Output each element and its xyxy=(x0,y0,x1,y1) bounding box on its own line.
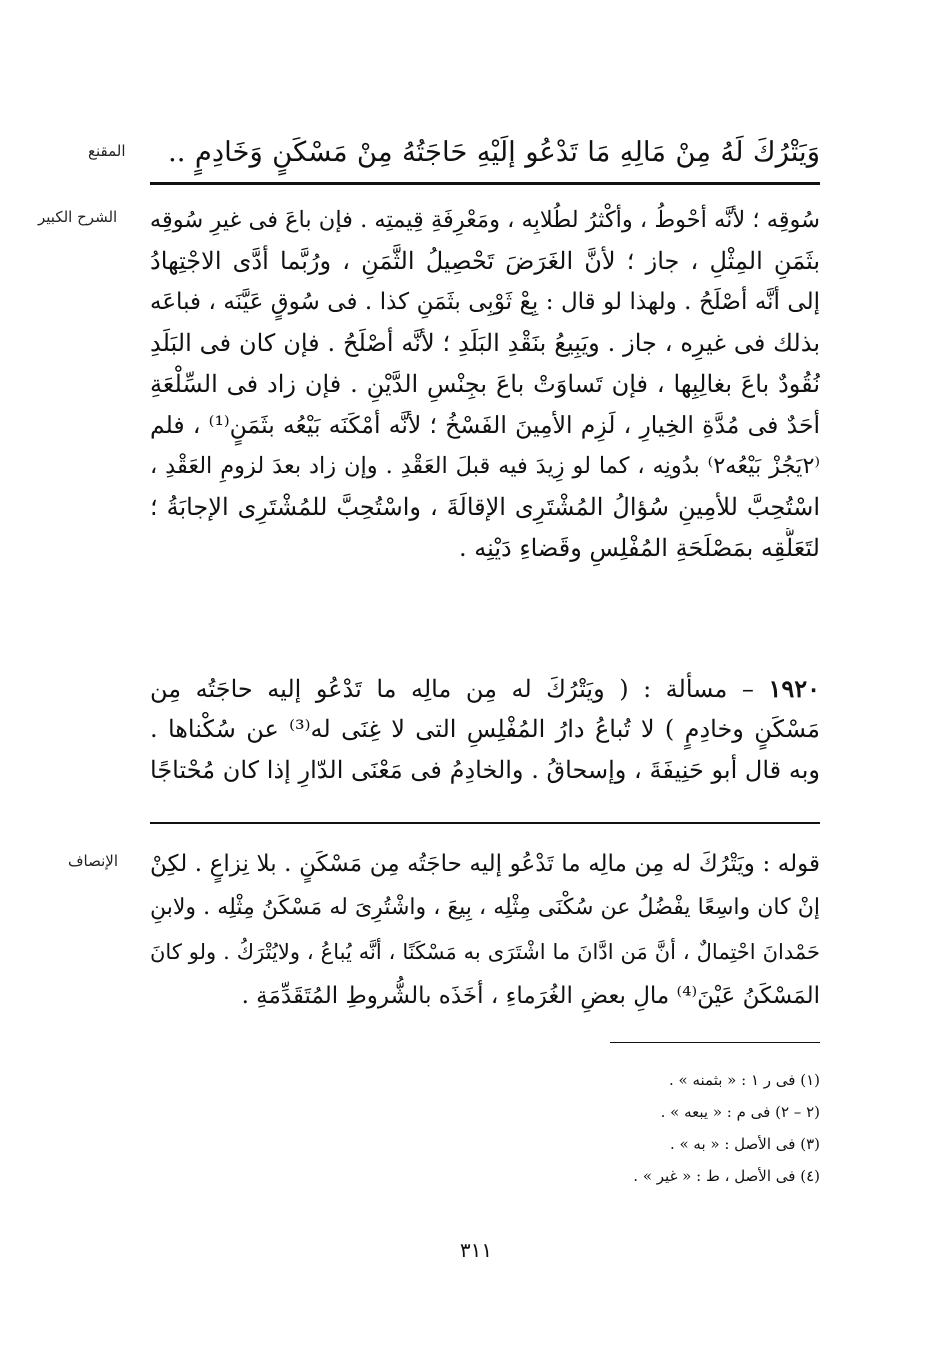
insaf-line: المَسْكَنُ عَيْنَ⁽⁴⁾ مالِ بعضِ الغُرَماءِ ، أخَذَه بالشُّروطِ المُتَقَدِّمَةِ . xyxy=(241,983,820,1009)
sharh-line: ⁽٢يَجُزْ بَيْعُه٢⁾ بدُونِه ، كما لو زِيدَ فيه قبلَ العَقْدِ . وإن زاد بعدَ لزومِ العَقْدِ ، xyxy=(150,453,820,479)
sharh-line: أحَدٌ فى مُدَّةِ الخِيارِ ، لَزِم الأمِينَ الفَسْخُ ؛ لأنَّه أمْكَنَه بَيْعُه بثَمَنٍ⁽¹⁾ ، فلم xyxy=(150,411,820,439)
footnote-4: (٤) فى الأصل ، ط : « غير » . xyxy=(633,1167,820,1185)
masala-text xyxy=(150,668,820,791)
insaf-line: حَمْدانَ احْتِمالٌ ، أنَّ مَن ادَّانَ ما اشْتَرَى به مَسْكَنًا ، أنَّه يُباعُ ، ولايُتْرَكُ . ولو كانَ xyxy=(150,940,820,964)
sharh-line: بثَمَنِ المِثْلِ ، جاز ؛ لأنَّ الغَرَضَ تَحْصِيلُ الثَّمَنِ ، ورُبَّما أدَّى الاجْتِهادُ xyxy=(150,247,820,275)
footnote-3: (٣) فى الأصل : « به » . xyxy=(669,1135,820,1153)
sharh-line: اسْتُحِبَّ للأمِينِ سُؤالُ المُشْتَرِى الإقالَةَ ، واسْتُحِبَّ للمُشْتَرِى الإجابَةُ ؛ xyxy=(150,493,820,521)
masala-line: وبه قال أبو حَنِيفَةَ ، وإسحاقُ . والخادِمُ فى مَعْنَى الدّارِ إذا كان مُحْتاجًا xyxy=(150,756,820,784)
insaf-text xyxy=(150,842,820,1018)
footnote-2: (٢ – ٢) فى م : « يبعه » . xyxy=(660,1103,820,1121)
sharh-line: إلى أنَّه أصْلَحُ . ولهذا لو قال : بِعْ ثَوْبِى بثَمَنِ كذا . فى سُوقٍ عَيَّنَه ، فباعَه xyxy=(150,289,820,315)
sharh-line: نُقُودٌ باعَ بغالِبِها ، فإن تَساوَتْ باعَ بجِنْسِ الدَّيْنِ . فإن زاد فى السِّلْعَةِ xyxy=(150,370,820,398)
masala-line-1-text: – مسألة : ( ويَتْرُكَ له مِن مالِه ما تَدْعُو إليه حاجَتُه مِن xyxy=(150,675,754,703)
margin-label-muqni: المقنع xyxy=(88,142,126,160)
page-number: ٣١١ xyxy=(459,1238,493,1262)
masala-number: ١٩٢٠ xyxy=(768,674,820,703)
masala-line-1 xyxy=(150,668,820,709)
sharh-line: بذلك فى غيرِه ، جاز . ويَبِيعُ بنَقْدِ البَلَدِ ؛ لأنَّه أصْلَحُ . فإن كان فى البَلَدِ xyxy=(150,329,820,357)
insaf-line: إنْ كان واسِعًا يفْضُلُ عن سُكْنَى مِثْلِه ، بِيعَ ، واشْتُرِىَ له مَسْكَنُ مِثْلِه . ولابنِ xyxy=(150,895,820,920)
insaf-line: قوله : ويَتْرُكَ له مِن مالِه ما تَدْعُو إليه حاجَتُه مِن مَسْكَنٍ . بلا نِزاعٍ . لكِنْ xyxy=(150,851,820,877)
sharh-line: لتَعَلُّقِه بمَصْلَحَةِ المُفْلِسِ وقَضاءِ دَيْنِه . xyxy=(458,534,820,562)
footnote-separator xyxy=(610,1042,820,1043)
matn-text xyxy=(168,122,820,182)
sharh-divider xyxy=(150,822,820,824)
matn-line: وَيَتْرُكَ لَهُ مِنْ مَالِهِ مَا تَدْعُو إلَيْهِ حَاجَتُهُ مِنْ مَسْكَنٍ وَخَادِمٍ .. xyxy=(168,136,820,168)
sharh-text xyxy=(150,200,820,569)
masala-line: مَسْكَنٍ وخادِمٍ ) لا تُباعُ دارُ المُفْلِسِ التى لا غِنَى له⁽³⁾ عن سُكْناها . xyxy=(150,715,820,743)
margin-label-sharh: الشرح الكبير xyxy=(38,208,118,226)
matn-divider xyxy=(150,182,820,185)
margin-label-insaf: الإنصاف xyxy=(68,852,119,870)
sharh-line: سُوقِه ؛ لأنَّه أحْوطُ ، وأكْثرُ لطُلابِه ، ومَعْرِفَةِ قِيمتِه . فإن باعَ فى غيرِ سُوقِه xyxy=(150,207,820,233)
footnotes xyxy=(520,1064,820,1192)
footnote-1: (١) فى ر ١ : « بثمنه » . xyxy=(668,1071,820,1089)
